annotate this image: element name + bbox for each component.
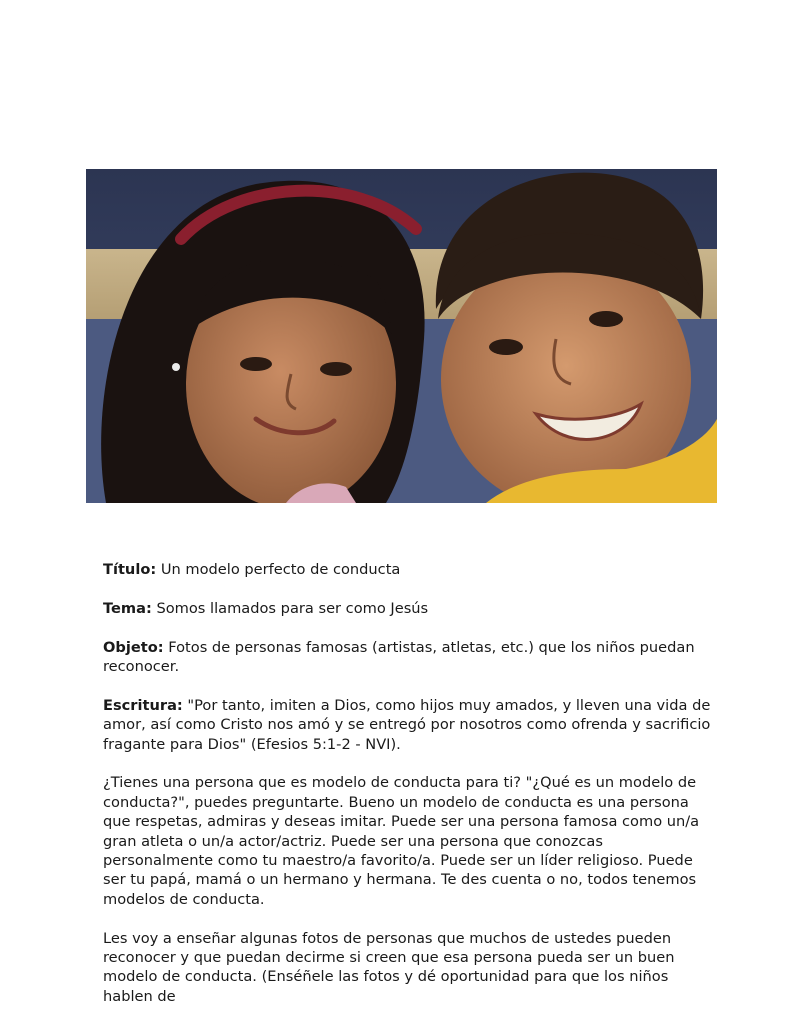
scripture-field	[103, 696, 713, 754]
theme-field	[103, 599, 713, 618]
children-photo-illustration	[86, 169, 717, 503]
object-field	[103, 638, 713, 677]
title-value: Un modelo perfecto de conducta	[160, 561, 401, 578]
scripture-label: Escritura:	[103, 696, 183, 714]
lesson-content	[103, 560, 713, 1026]
theme-label: Tema:	[103, 599, 152, 617]
scripture-value: "Por tanto, imiten a Dios, como hijos muy amados, y lleven una vida de amor, así como Cristo nos amó y se entregó por nosotros como ofrenda y sacrificio fragante para Dios" (Efesios 5:1-2 - NVI).	[103, 696, 711, 753]
title-label: Título:	[103, 561, 157, 578]
theme-value: Somos llamados para ser como Jesús	[156, 599, 429, 617]
object-value: Fotos de personas famosas (artistas, atletas, etc.) que los niños puedan reconocer.	[103, 638, 695, 675]
body-paragraph: ¿Tienes una persona que es modelo de conducta para ti? "¿Qué es un modelo de conducta?", puedes preguntarte. Bueno un modelo de conducta es una persona que respetas, admiras y deseas imitar. Puede ser una persona famosa como un/a gran atleta o un/a actor/actriz. Puede ser una persona que conozcas personalmente como tu maestro/a favorito/a. Puede ser un líder religioso. Puede ser tu papá, mamá o un hermano y hermana. Te des cuenta o no, todos tenemos modelos de conducta.	[103, 774, 700, 908]
body-paragraph: Les voy a enseñar algunas fotos de personas que muchos de ustedes pueden reconocer y que puedan decirme si creen que esa persona pueda ser un buen modelo de conducta. (Enséñele las fotos y dé oportunidad para que los niños hablen de	[103, 929, 675, 1005]
object-label: Objeto:	[103, 638, 164, 656]
header-photo	[86, 169, 717, 503]
title-field	[103, 560, 713, 579]
